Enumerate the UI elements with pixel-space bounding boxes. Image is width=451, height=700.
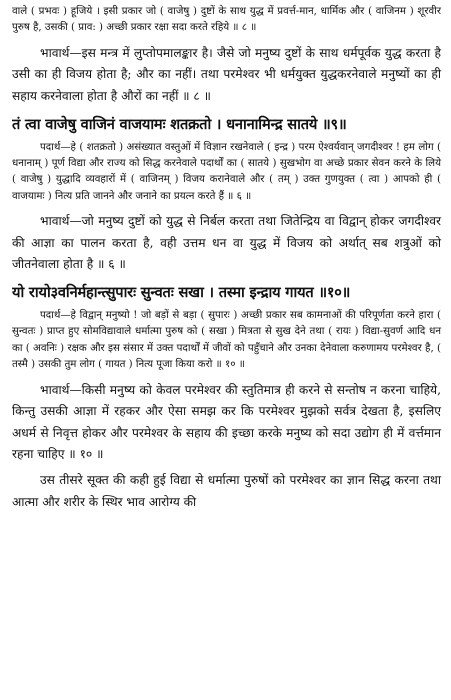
bhavarth-9: भावार्थ—जो मनुष्य दुष्टों को युद्ध से निर्बल करता तथा जितेन्द्रिय वा विद्वान् होकर जगदीश्वर की आज्ञा का पालन करता है, वही उत्तम धन वा युद्ध में विजय को अर्थात् सब शत्रुओं को जीतनेवाला होता है ॥ ६ ॥ bbox=[12, 214, 441, 272]
closing-paragraph: उस तीसरे सूक्त की कही हुई विद्या से धर्मात्मा पुरुषों को परमेश्वर का ज्ञान सिद्ध करना तथा आत्मा और शरीर के स्थिर भाव आरोग्य की bbox=[12, 473, 441, 509]
padarth-10: पदार्थ—हे विद्वान् मनुष्यो ! जो बड़ों से बड़ा ( सुपारः ) अच्छी प्रकार सब कामनाओं की परिपूर्णता करने हारा ( सुन्वतः ) प्राप्त हुए सोमविद्यावाले धर्मात्मा पुरुष को ( सखा ) मित्रता से सुख देने तथा ( रायः ) विद्या-सुवर्ण आदि धन का ( अवनिः ) रक्षक और इस संसार में उक्त पदार्थों में जीवों को पहुँचाने और उनका देनेवाला करुणामय परमेश्वर है, ( तस्मै ) उसकी तुम लोग ( गायत ) नित्य पूजा किया करो ॥ १० ॥ bbox=[12, 310, 441, 371]
mantra-10: यो रायो३वनिर्महान्त्सुपारः सुन्वतः सखा । तस्मा इन्द्राय गायत ॥१०॥ bbox=[12, 284, 351, 301]
bhavarth-10: भावार्थ—किसी मनुष्य को केवल परमेश्वर की स्तुतिमात्र ही करने से सन्तोष न करना चाहिये, किन्तु उसकी आज्ञा में रहकर और ऐसा समझ कर कि परमेश्वर मुझको सर्वत्र देखता है, इसलिए अधर्म से निवृत्त होकर और परमेश्वर के सहाय की इच्छा करके मनुष्य को सदा उद्योग ही में वर्त्तमान रहना चाहिए ॥ १० ॥ bbox=[12, 382, 441, 462]
padarth-9: पदार्थ—हे ( शतक्रतो ) असंख्यात वस्तुओं में विज्ञान रखनेवाले ( इन्द्र ) परम ऐश्वर्यवान् जगदीश्वर ! हम लोग ( धनानाम् ) पूर्ण विद्या और राज्य को सिद्ध करनेवाले पदार्थों का ( सातये ) सुखभोग वा अच्छे प्रकार सेवन करने के लिये ( वाजेषु ) युद्धादि व्यवहारों में ( वाजिनम् ) विजय करानेवाले और ( तम् ) उक्त गुणयुक्त ( त्वा ) आपको ही ( वाजयामः ) नित्य प्रति जानने और जनाने का प्रयत्न करते हैं ॥ ६ ॥ bbox=[12, 141, 441, 202]
intro-paragraph: वाले ( प्रभवः ) हूजिये । इसी प्रकार जो ( वाजेषु ) दुष्टों के साथ युद्ध में प्रवर्त्त-मान, धार्मिक और ( वाजिनम ) शूरवीर पुरुष है, उसकी ( प्राव: ) अच्छी प्रकार रक्षा सदा करते रहिये ॥ ८ ॥ bbox=[12, 6, 441, 34]
mantra-9: तं त्वा वाजेषु वाजिनं वाजयामः शतक्रतो । धनानामिन्द्र सातये ॥९॥ bbox=[12, 115, 347, 133]
bhavarth-8: भावार्थ—इस मन्त्र में लुप्तोपमालङ्कार है। जैसे जो मनुष्य दुष्टों के साथ धर्मपूर्वक युद्ध करता है उसी का ही विजय होता है; और का नहीं। तथा परमेश्वर भी धर्मयुक्त युद्धकरनेवाले मनुष्यों का ही सहाय करनेवाला होता है औरों का नहीं ॥ ८ ॥ bbox=[12, 45, 441, 103]
